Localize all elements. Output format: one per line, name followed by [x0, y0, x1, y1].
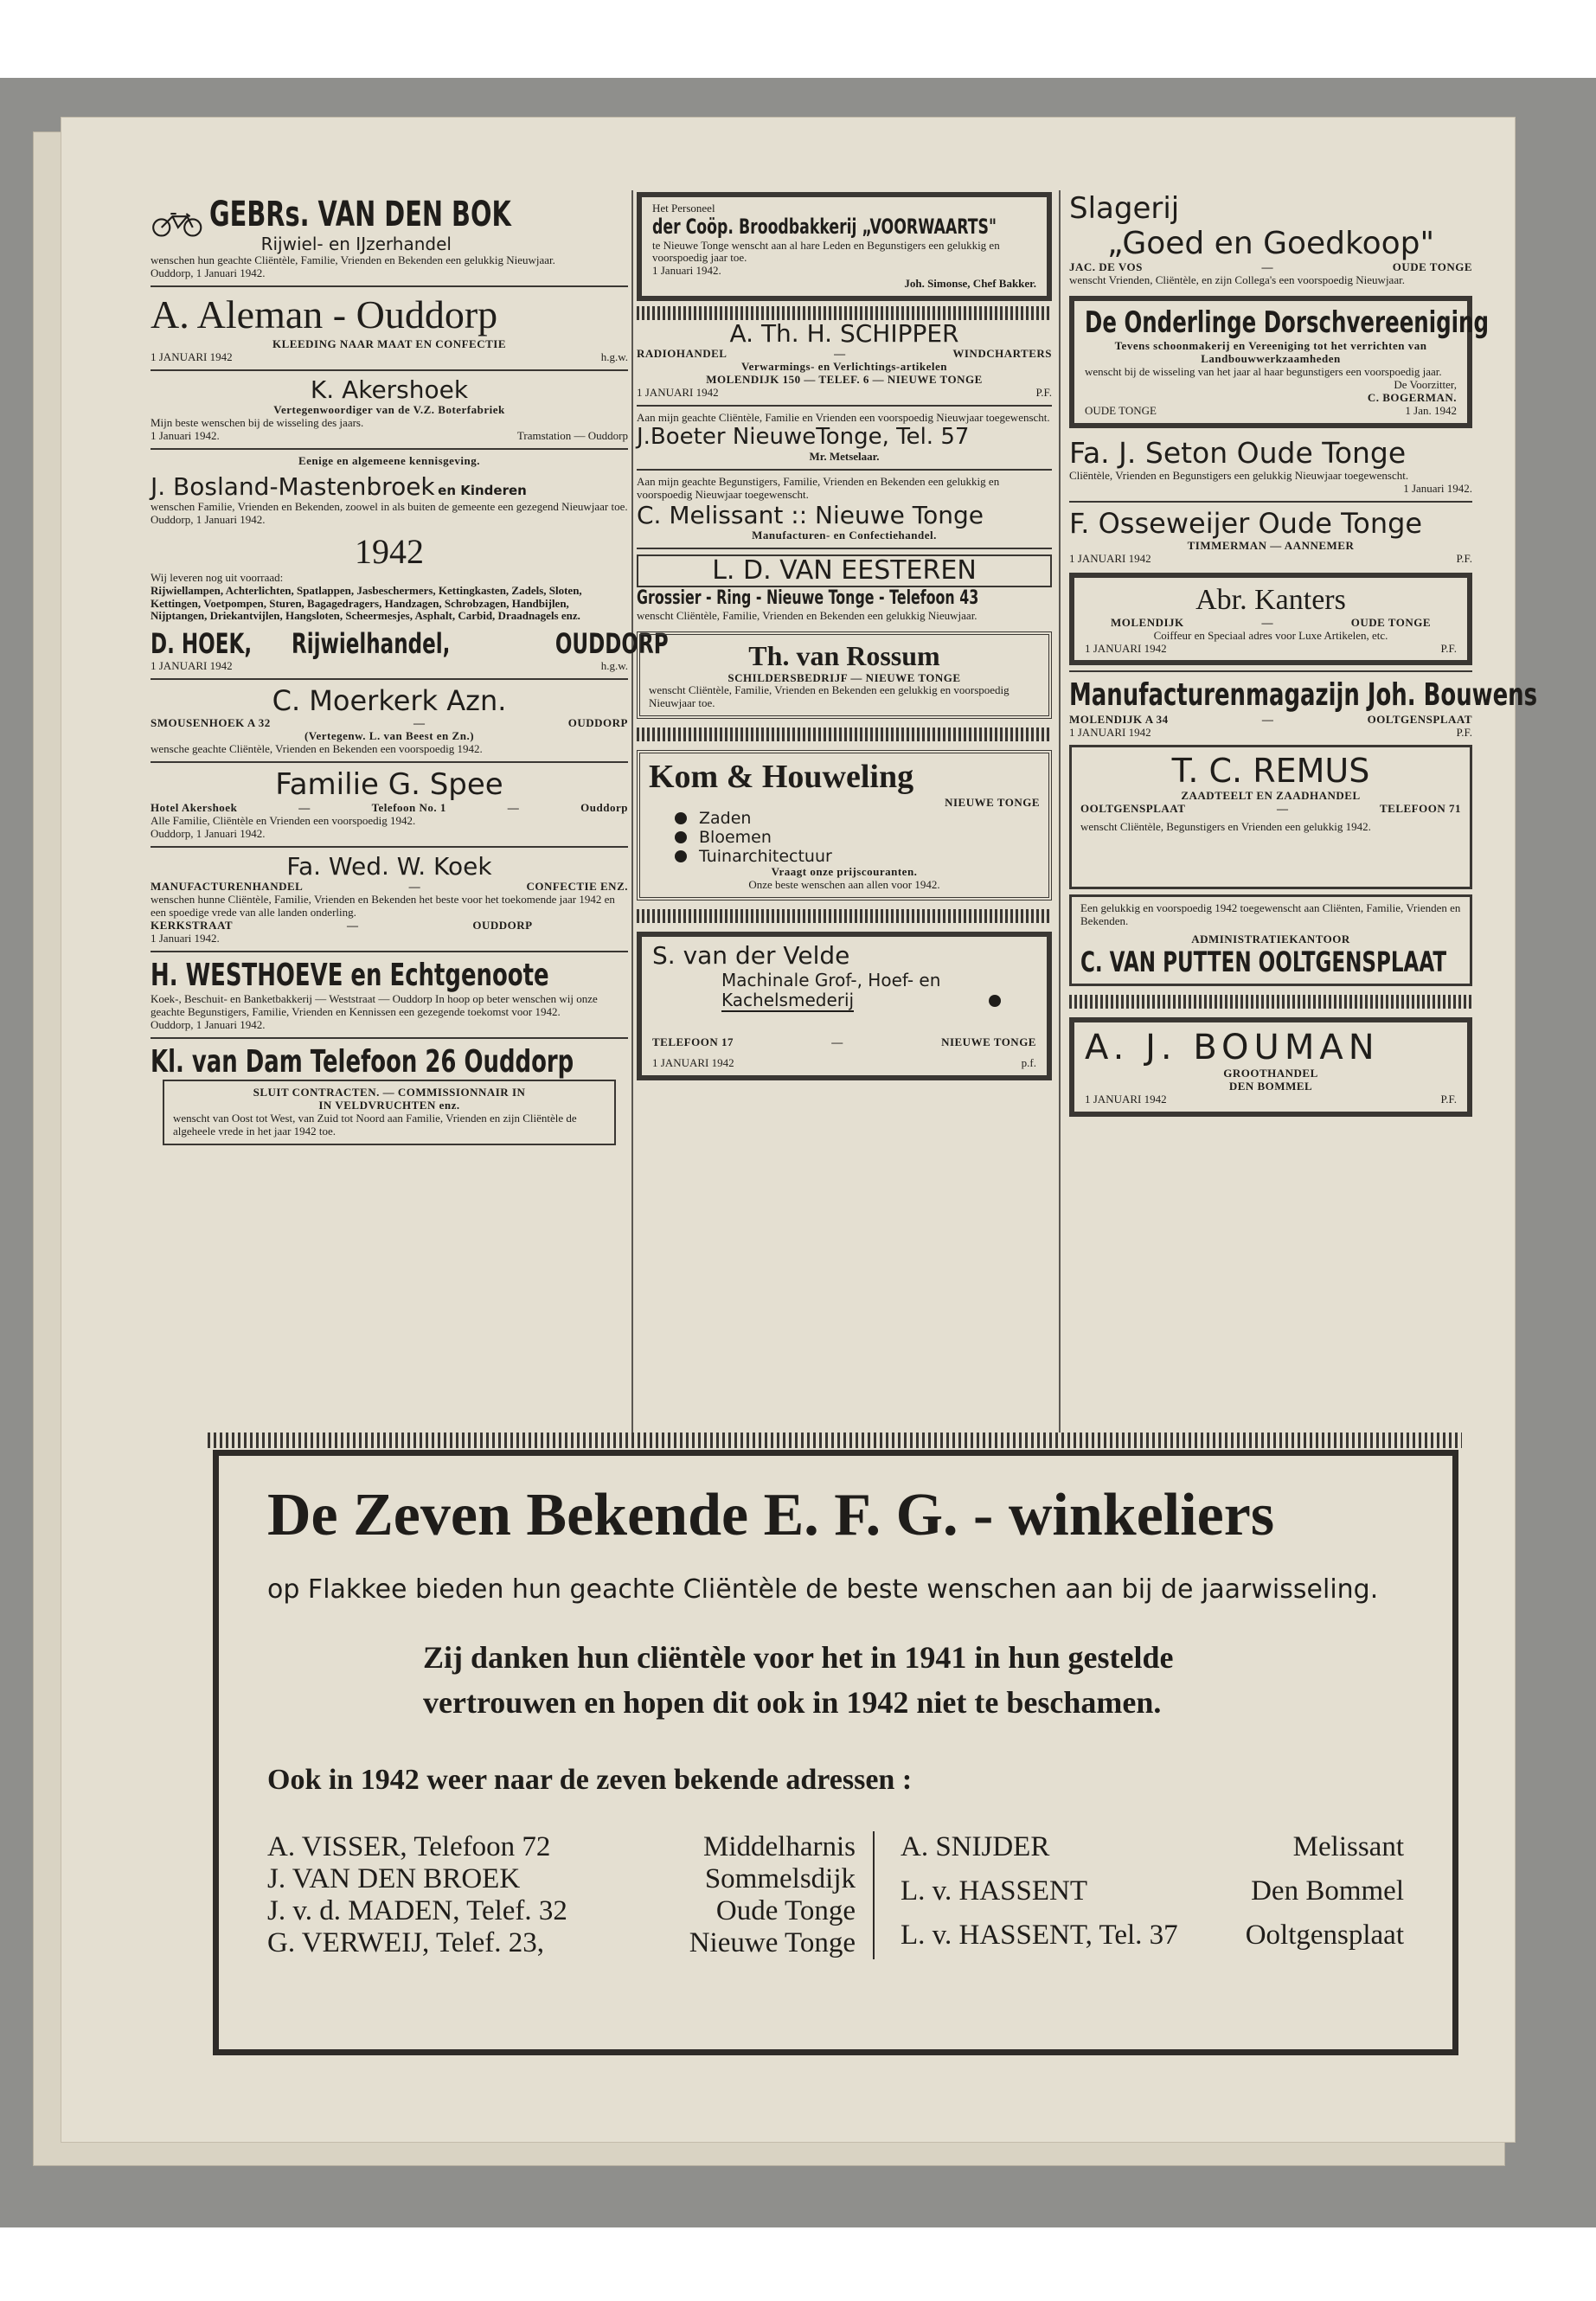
- ad-van-eesteren: [637, 554, 1052, 623]
- ad-dash: —: [298, 800, 311, 814]
- ad-koek: [151, 853, 628, 945]
- divider: [637, 469, 1052, 471]
- ad-osseweijer: [1069, 508, 1472, 566]
- ad-date: 1 JANUARI 1942: [1069, 725, 1151, 739]
- divider: [637, 548, 1052, 549]
- ad-phone: TELEFOON 17: [652, 1035, 734, 1048]
- ad-text: wenschen hun geachte Cliëntèle, Familie, Vrienden en Bekenden een gelukkig Nieuwjaar.: [151, 253, 555, 266]
- ad-dash: —: [408, 879, 421, 893]
- ad-date: 1 JANUARI 1942: [1085, 1092, 1167, 1106]
- ad-subtitle: GROOTHANDEL: [1223, 1066, 1318, 1080]
- ad-subtitle: DEN BOMMEL: [1228, 1079, 1313, 1093]
- ad-date: 1 Januari 1942.: [151, 428, 220, 442]
- ad-kom-houweling: [637, 750, 1052, 901]
- ad-heading: Eenige en algemeene kennisgeving.: [298, 453, 481, 467]
- ad-seton: [1069, 437, 1472, 496]
- ad-place: NIEUWE TONGE: [941, 1035, 1036, 1048]
- ad-moerkerk: [151, 685, 628, 756]
- ad-dash: —: [1261, 260, 1274, 274]
- address-row: [267, 1927, 856, 1959]
- ad-name: JAC. DE VOS: [1069, 260, 1143, 274]
- address-name: L. v. HASSENT, Tel. 37: [901, 1920, 1178, 1951]
- ad-title: Fa. Wed. W. Koek: [286, 851, 492, 881]
- ad-right: CONFECTIE ENZ.: [526, 879, 628, 893]
- ad-text: Coiffeur en Speciaal adres voor Luxe Artikelen, etc.: [1153, 628, 1388, 642]
- ad-left: MANUFACTURENHANDEL: [151, 879, 304, 893]
- ad-subtitle: (Vertegenw. L. van Beest en Zn.): [304, 728, 475, 742]
- divider: [151, 369, 628, 371]
- ad-sign: P.F.: [1440, 641, 1457, 655]
- ad-van-putten: [1069, 894, 1472, 986]
- address-name: A. VISSER, Telefoon 72: [267, 1831, 551, 1862]
- ad-sign: P.F.: [1456, 725, 1472, 739]
- ad-text: wenschen Familie, Vrienden en Bekenden, zoowel in als buiten de gemeente een gezegend Nieuwjaar toe.: [151, 499, 628, 513]
- ad-westhoeve: [151, 958, 628, 1032]
- address-row: [267, 1895, 856, 1927]
- ad-text: wenscht Cliëntèle, Familie, Vrienden en Bekenden een gelukkig Nieuwjaar.: [637, 608, 977, 622]
- address-place: Sommelsdijk: [704, 1863, 856, 1894]
- scan-margin-top: [0, 0, 1596, 78]
- ad-title: OUDDORP: [555, 627, 669, 661]
- bullet-icon: [675, 850, 687, 862]
- ad-melissant: [637, 476, 1052, 542]
- ad-place: OUDDORP: [472, 918, 533, 932]
- ad-title: D. HOEK,: [151, 627, 253, 661]
- ad-text: wenscht Vrienden, Cliëntèle, en zijn Collega's een voorspoedig Nieuwjaar.: [1069, 273, 1405, 287]
- ad-title: S. van der Velde: [652, 941, 850, 971]
- ad-remus: [1069, 745, 1472, 890]
- ad-date: 1 Jan. 1942: [1405, 404, 1457, 418]
- ad-item: Bloemen: [699, 827, 772, 847]
- ad-voorwaarts: [637, 192, 1052, 301]
- ad-title: F. Osseweijer Oude Tonge: [1069, 506, 1423, 540]
- ad-date: Ouddorp, 1 Januari 1942.: [151, 1017, 266, 1031]
- ad-van-dam: [151, 1044, 628, 1145]
- decorative-border: [637, 909, 1052, 923]
- ad-place: Tramstation — Ouddorp: [516, 428, 628, 442]
- ad-role: De Voorzitter,: [1394, 378, 1457, 392]
- ad-name: C. BOGERMAN.: [1367, 391, 1457, 405]
- ad-item: Zaden: [699, 808, 752, 828]
- ad-date: Ouddorp, 1 Januari 1942.: [151, 512, 266, 526]
- ad-sign: h.g.w.: [600, 659, 628, 673]
- divider: [151, 846, 628, 848]
- ad-title: C. Moerkerk Azn.: [272, 684, 507, 718]
- ad-street: KERKSTRAAT: [151, 918, 234, 932]
- column-rule: [1059, 190, 1061, 1445]
- ad-title: A. Aleman - Ouddorp: [151, 292, 498, 336]
- decorative-border: [1069, 995, 1472, 1009]
- ad-title: Rijwielhandel,: [291, 627, 451, 661]
- ad-date: 1 JANUARI 1942: [151, 659, 233, 673]
- ad-subtitle: KLEEDING NAAR MAAT EN CONFECTIE: [272, 336, 506, 350]
- ad-dash: —: [346, 918, 359, 932]
- ad-text: Onze beste wenschen aan allen voor 1942.: [748, 878, 940, 892]
- ad-title: Kom & Houweling: [649, 759, 914, 796]
- ad-date: 1 Januari 1942.: [1403, 481, 1472, 495]
- ad-sign: P.F.: [1456, 551, 1472, 565]
- ad-van-rossum: [637, 631, 1052, 720]
- ad-title: H. WESTHOEVE en Echtgenoote: [151, 957, 549, 993]
- ad-title: GEBRs. VAN DEN BOK: [208, 195, 511, 234]
- ad-date: 1 JANUARI 1942: [151, 349, 233, 363]
- ad-address: MOLENDIJK 150 — TELEF. 6 — NIEUWE TONGE: [706, 373, 983, 387]
- divider: [151, 951, 628, 952]
- ad-place: OUDDORP: [567, 715, 628, 729]
- ad-title: C. VAN PUTTEN OOLTGENSPLAAT: [1080, 945, 1447, 979]
- ad-subtitle: Verwarmings- en Verlichtings-artikelen: [740, 360, 948, 374]
- ad-year: 1942: [355, 531, 424, 571]
- ad-schipper: [637, 320, 1052, 400]
- address-row: [267, 1863, 856, 1895]
- ad-line: Kachelsmederij: [721, 989, 855, 1010]
- ad-text: Aan mijn geachte Begunstigers, Familie, Vrienden en Bekenden een gelukkig en voorspoedig Nieuwjaar toegewenscht.: [637, 474, 1000, 501]
- ad-aleman: [151, 292, 628, 364]
- ad-subtitle: SCHILDERSBEDRIJF — NIEUWE TONGE: [727, 670, 961, 684]
- ad-van-den-bok: [151, 195, 628, 280]
- address-place: Nieuwe Tonge: [689, 1927, 856, 1958]
- address-row: [267, 1831, 856, 1863]
- address-place: Middelharnis: [703, 1831, 856, 1862]
- ad-text: wenschen hunne Cliëntèle, Familie, Vrienden en Bekenden het beste voor het toekomende jaar 1942 en een spoedige vrede van alle landen onderling.: [151, 892, 615, 919]
- decorative-border: [637, 727, 1052, 741]
- ad-title: Manufacturenmagazijn Joh. Bouwens: [1069, 677, 1538, 714]
- ad-text: Aan mijn geachte Cliëntèle, Familie en Vrienden een voorspoedig Nieuwjaar toegewenscht.: [637, 411, 1050, 425]
- ad-bosland: [151, 455, 628, 527]
- ad-van-der-velde: [637, 932, 1052, 1080]
- divider: [637, 405, 1052, 407]
- ad-text: wenscht Cliëntèle, Familie, Vrienden en Bekenden een gelukkig en voorspoedig Nieuwjaar toe.: [649, 683, 1010, 710]
- ad-dash: —: [507, 800, 520, 814]
- ad-place: NIEUWE TONGE: [945, 796, 1040, 810]
- ad-dash: —: [1261, 712, 1274, 726]
- ad-title-suffix: en Kinderen: [438, 482, 527, 498]
- address-place: Ooltgensplaat: [1245, 1920, 1404, 1951]
- ad-title: De Onderlinge Dorschvereeniging: [1085, 305, 1489, 341]
- bullet-icon: [989, 995, 1001, 1007]
- ad-sign: h.g.w.: [600, 349, 628, 363]
- ad-subtitle: TIMMERMAN — AANNEMER: [1187, 538, 1355, 552]
- ad-text: wenscht bij de wisseling van het jaar al haar begunstigers een voorspoedig jaar.: [1085, 365, 1442, 379]
- divider: [151, 1037, 628, 1039]
- address-name: J. v. d. MADEN, Telef. 32: [267, 1895, 567, 1926]
- ad-line: Machinale Grof-, Hoef- en: [721, 969, 941, 990]
- ad-place: Ouddorp: [580, 800, 628, 814]
- ad-spee: [151, 768, 628, 841]
- ad-right: TELEFOON 71: [1380, 802, 1461, 816]
- divider: [1069, 501, 1472, 503]
- column-right: [1069, 191, 1538, 1122]
- ad-phone: Telefoon No. 1: [371, 800, 446, 814]
- ad-text: Alle Familie, Cliëntèle en Vrienden een voorspoedig 1942.: [151, 813, 416, 827]
- address-name: J. VAN DEN BROEK: [267, 1863, 521, 1894]
- divider: [151, 678, 628, 680]
- address-name: L. v. HASSENT: [901, 1875, 1088, 1907]
- ad-title: Th. van Rossum: [748, 639, 940, 671]
- ad-subtitle: Rijwiel- en IJzerhandel: [260, 234, 452, 254]
- ad-date: Ouddorp, 1 Januari 1942.: [151, 826, 266, 840]
- ad-hoek: [151, 531, 669, 673]
- ad-sign: Joh. Simonse, Chef Bakker.: [904, 277, 1036, 291]
- ad-line: Grossier - Ring - Nieuwe Tonge - Telefoon 43: [637, 587, 979, 610]
- ad-address: SMOUSENHOEK A 32: [151, 715, 271, 729]
- divider: [151, 761, 628, 763]
- address-row: [901, 1831, 1404, 1863]
- ad-kanters: [1069, 573, 1472, 666]
- ad-date: 1 JANUARI 1942: [1085, 641, 1167, 655]
- ad-akershoek: [151, 376, 628, 443]
- ad-intro: Wij leveren nog uit voorraad:: [151, 570, 284, 584]
- ad-subtitle: Tevens schoonmakerij en Vereeniging tot het verrichten van Landbouwwerkzaamheden: [1114, 339, 1427, 366]
- ad-title: T. C. REMUS: [1171, 751, 1370, 790]
- divider: [151, 448, 628, 450]
- ad-address: MOLENDIJK A 34: [1069, 712, 1169, 726]
- bicycle-icon: [151, 201, 206, 248]
- ad-subtitle: ADMINISTRATIEKANTOOR: [1191, 933, 1350, 946]
- ad-text: Cliëntèle, Vrienden en Begunstigers een gelukkig Nieuwjaar toegewenscht.: [1069, 469, 1409, 483]
- ad-left: Hotel Akershoek: [151, 800, 238, 814]
- ad-title: J. Bosland-Mastenbroek: [151, 471, 435, 501]
- column-rule: [631, 190, 633, 1445]
- ad-small-heading: Het Personeel: [652, 202, 715, 215]
- ad-sign: p.f.: [1021, 1056, 1036, 1070]
- ad-text: Koek-, Beschuit- en Banketbakkerij — Weststraat — Ouddorp In hoop op beter wenschen wij onze geachte Begunstigers, Familie, Vrienden en Kennissen een gezegende toekomst voor 1942.: [151, 991, 598, 1018]
- bullet-icon: [675, 831, 687, 843]
- ad-subtitle: ZAADTEELT EN ZAADHANDEL: [1181, 789, 1361, 803]
- ad-title: J.Boeter NieuweTonge, Tel. 57: [637, 424, 970, 451]
- ad-text: Een gelukkig en voorspoedig 1942 toegewenscht aan Cliënten, Familie, Vrienden en Bekenden.: [1080, 901, 1461, 928]
- ad-right: WINDCHARTERS: [952, 347, 1052, 361]
- address-place: Den Bommel: [1251, 1875, 1404, 1907]
- ad-line: Zij danken hun cliëntèle voor het in 1941 in hun gestelde: [423, 1640, 1174, 1675]
- ad-sign: P.F.: [1035, 386, 1052, 400]
- ad-title: De Zeven Bekende E. F. G. - winkeliers: [267, 1482, 1275, 1548]
- ad-subtitle: Manufacturen- en Confectiehandel.: [752, 529, 937, 542]
- ad-line: op Flakkee bieden hun geachte Cliëntèle de beste wenschen aan bij de jaarwisseling.: [267, 1574, 1379, 1605]
- ad-dash: —: [1276, 802, 1289, 816]
- ad-place: OUDE TONGE: [1392, 260, 1472, 274]
- ad-subtitle: IN VELDVRUCHTEN enz.: [318, 1099, 460, 1112]
- address-place: Melissant: [1292, 1831, 1404, 1862]
- ad-left: RADIOHANDEL: [637, 347, 727, 361]
- address-name: G. VERWEIJ, Telef. 23,: [267, 1927, 545, 1958]
- ad-sign: P.F.: [1440, 1092, 1457, 1106]
- ad-text: wenscht van Oost tot West, van Zuid tot Noord aan Familie, Vrienden en zijn Cliëntèle de algeheele vrede in het jaar 1942 toe.: [173, 1111, 577, 1138]
- address-row: [901, 1920, 1404, 1952]
- ad-efg-winkeliers: [213, 1450, 1458, 2055]
- address-place: Oude Tonge: [715, 1895, 856, 1926]
- ad-title: „Goed en Goedkoop": [1106, 226, 1435, 262]
- address-row: [901, 1875, 1404, 1907]
- bullet-icon: [675, 812, 687, 824]
- divider: [151, 285, 628, 287]
- ad-place: OOLTGENSPLAAT: [1367, 712, 1472, 726]
- ad-bouwens: [1069, 677, 1538, 739]
- ad-title: der Coöp. Broodbakkerij „VOORWAARTS": [652, 214, 997, 239]
- ad-date: 1 Januari 1942.: [151, 931, 220, 945]
- ad-title: L. D. VAN EESTEREN: [637, 554, 1052, 588]
- ad-subtitle: SLUIT CONTRACTEN. — COMMISSIONNAIR IN: [253, 1086, 526, 1099]
- ad-subtitle: Vraagt onze prijscouranten.: [771, 865, 918, 879]
- ad-left: MOLENDIJK: [1111, 615, 1184, 629]
- ad-left: OOLTGENSPLAAT: [1080, 802, 1186, 816]
- ad-title: C. Melissant :: Nieuwe Tonge: [637, 500, 984, 529]
- ad-dorschvereeniging: [1069, 296, 1489, 428]
- ad-date: 1 JANUARI 1942: [1069, 551, 1151, 565]
- ad-item: Tuinarchitectuur: [699, 846, 832, 866]
- ad-title: Abr. Kanters: [1195, 583, 1346, 616]
- ad-title: Fa. J. Seton Oude Tonge: [1069, 436, 1407, 471]
- address-name: A. SNIJDER: [901, 1831, 1050, 1862]
- ad-subtitle: Vertegenwoordiger van de V.Z. Boterfabriek: [273, 402, 505, 416]
- ad-right: OUDE TONGE: [1350, 615, 1431, 629]
- scan-margin-bottom: [0, 2227, 1596, 2301]
- ad-dash: —: [413, 715, 426, 729]
- ad-dash: —: [834, 347, 846, 361]
- ad-text: wenscht Cliëntèle, Begunstigers en Vrienden een gelukkig 1942.: [1080, 820, 1371, 834]
- ad-bouman: [1069, 1017, 1472, 1117]
- ad-date: 1 JANUARI 1942: [637, 386, 719, 400]
- ad-line: Ook in 1942 weer naar de zeven bekende adressen :: [267, 1764, 913, 1796]
- ad-sign: Mr. Metselaar.: [809, 450, 880, 464]
- ad-boeter: [637, 412, 1052, 464]
- ad-title: Familie G. Spee: [275, 766, 503, 802]
- decorative-border: [208, 1433, 1462, 1448]
- ad-text: Mijn beste wenschen bij de wisseling des jaars.: [151, 415, 364, 429]
- ad-date: 1 JANUARI 1942: [652, 1056, 734, 1070]
- ad-place: OUDE TONGE: [1085, 404, 1157, 418]
- ad-date: Ouddorp, 1 Januari 1942.: [151, 266, 266, 279]
- divider: [1069, 670, 1472, 672]
- ad-line: vertrouwen en hopen dit ook in 1942 niet te beschamen.: [423, 1685, 1162, 1720]
- ad-title: Slagerij: [1069, 191, 1180, 226]
- column-middle: [637, 192, 1052, 1086]
- ad-list: Rijwiellampen, Achterlichten, Spatlappen, Jasbeschermers, Kettingkasten, Zadels, Sloten, Kettingen, Voetpompen, Sturen, Bagagedragers, Handzagen, Schrobzagen, Handbijlen, Nijptangen, Driekantvijlen, Hangsloten, Scheermesjes, Asphalt, Carbid, Draadnagels enz.: [151, 583, 582, 623]
- ad-date: 1 Januari 1942.: [652, 264, 721, 278]
- ad-slagerij: [1069, 192, 1472, 287]
- ad-title: Kl. van Dam Telefoon 26 Ouddorp: [151, 1043, 574, 1080]
- ad-title: K. Akershoek: [310, 375, 469, 404]
- decorative-border: [637, 306, 1052, 320]
- ad-title: A. Th. H. SCHIPPER: [729, 319, 959, 349]
- column-left: [151, 195, 669, 1150]
- ad-text: wensche geachte Cliëntèle, Vrienden en Bekenden een voorspoedig 1942.: [151, 741, 483, 755]
- ad-dash: —: [831, 1035, 843, 1048]
- ad-dash: —: [1261, 615, 1273, 629]
- ad-text: te Nieuwe Tonge wenscht aan al hare Leden en Begunstigers een gelukkig en voorspoedig jaar toe.: [652, 238, 1000, 265]
- ad-title: A. J. BOUMAN: [1085, 1027, 1380, 1067]
